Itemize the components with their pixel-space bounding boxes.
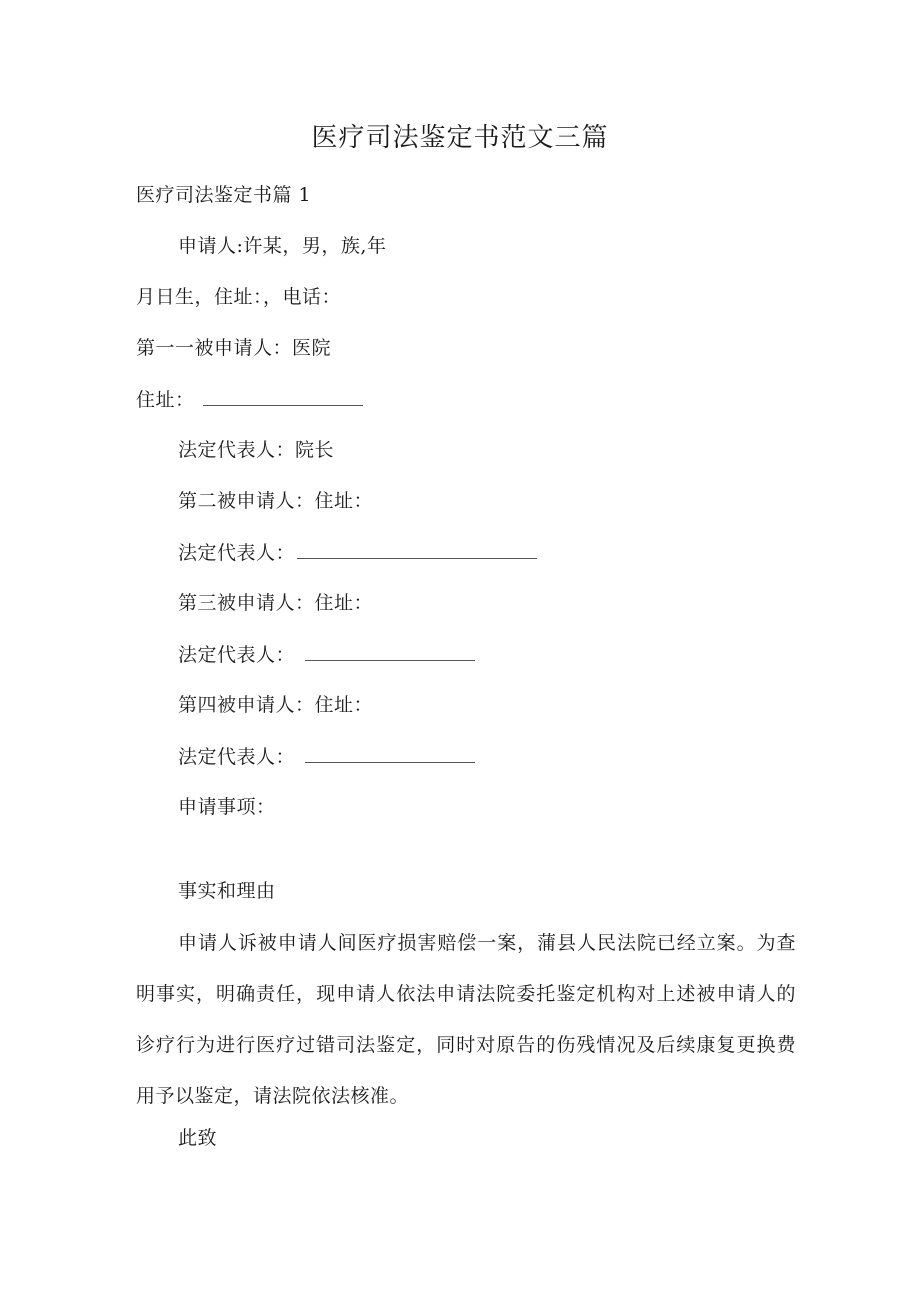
legal-rep-2-label: 法定代表人： [178,542,296,564]
application-matters: 申请事项： [178,796,276,818]
third-respondent-line: 第三被申请人：住址： [178,592,374,614]
applicant-line: 申请人:许某，男，族,年 [178,235,387,257]
legal-rep-2-line [178,540,537,565]
document-title: 医疗司法鉴定书范文三篇 [311,123,609,153]
birth-address-line: 月日生，住址：，电话： [136,286,342,308]
facts-body: 申请人诉被申请人间医疗损害赔偿一案，蒲县人民法院已经立案。为查明事实，明确责任，现申请人依法申请法院委托鉴定机构对上述被申请人的诊疗行为进行医疗过错司法鉴定，同时对原告的伤残情况及后续康复更换费用予以鉴定，请法院依法核准。 [136,932,796,1107]
section-heading: 医疗司法鉴定书篇 1 [136,184,312,206]
address-blank [203,387,363,406]
legal-rep-1-line: 法定代表人：院长 [178,439,335,461]
closing: 此致 [178,1127,218,1149]
second-respondent-line: 第二被申请人：住址： [178,490,374,512]
legal-rep-3-blank [305,642,475,661]
address-line [136,387,363,412]
fourth-respondent-line: 第四被申请人：住址： [178,694,374,716]
legal-rep-4-blank [305,744,475,763]
legal-rep-3-label: 法定代表人： [178,644,296,666]
facts-heading: 事实和理由 [178,880,276,902]
legal-rep-4-line [178,744,475,769]
legal-rep-4-label: 法定代表人： [178,746,296,768]
legal-rep-3-line [178,642,475,667]
address-label: 住址： [136,389,195,411]
first-respondent-line: 第一一被申请人：医院 [136,337,332,359]
legal-rep-2-blank [297,540,537,559]
